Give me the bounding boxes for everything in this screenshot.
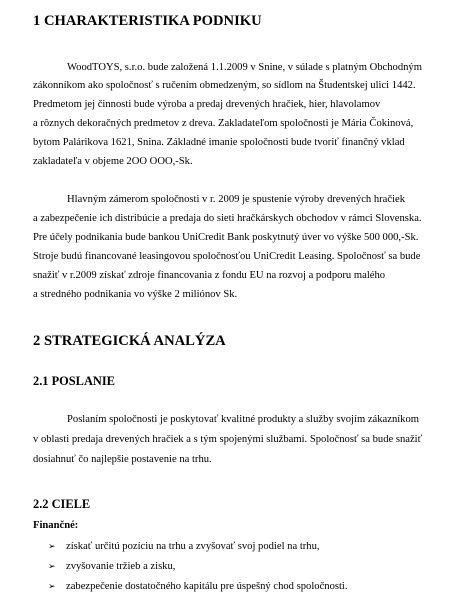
section-1-heading: 1 CHARAKTERISTIKA PODNIKU [33, 13, 262, 29]
para1-line-5: bytom Palárikova 1621, Snina. Základné imanie spoločnosti bude tvoriť finančný vklad [33, 137, 405, 148]
para1-line-1: WoodTOYS, s.r.o. bude založená 1.1.2009 v Snine, v súlade s platným Obchodným [67, 62, 422, 73]
financial-goals-label: Finančné: [33, 520, 79, 531]
para1-line-3: Predmetom jej činnosti bude výroba a predaj drevených hračiek, hier, hlavolamov [33, 99, 381, 110]
mission-line-1: Poslaním spoločnosti je poskytovať kvalitné produkty a služby svojím zákazníkom [67, 414, 420, 425]
goal-text: zvyšovanie tržieb a zisku, [66, 561, 176, 572]
goal-text: získať určitú pozíciu na trhu a zvyšovať svoj podiel na trhu, [66, 541, 320, 552]
arrow-bullet-icon: ➢ [48, 542, 56, 552]
mission-line-3: dosiahnuť čo najlepšie postavenie na trhu. [33, 454, 212, 465]
para2-line-5: snažiť v r.2009 získať zdroje financovania z fondu EU na rozvoj a podporu malého [33, 270, 386, 281]
para1-line-6: zakladateľa v objeme 2OO OOO,-Sk. [33, 156, 193, 167]
mission-line-2: v oblasti predaja drevených hračiek a s tým spojenými službami. Spoločnosť sa bude snažiť [33, 434, 423, 445]
section-2-heading: 2 STRATEGICKÁ ANALÝZA [33, 333, 226, 349]
para2-line-1: Hlavným zámerom spoločnosti v r. 2009 je spustenie výroby drevených hračiek [67, 194, 406, 205]
para2-line-2: a zabezpečenie ich distribúcie a predaja do sieti hračkárskych obchodov v rámci Slovenska. [33, 213, 422, 224]
goal-list-item [48, 560, 175, 574]
goal-list-item [48, 540, 320, 554]
para1-line-2: zákonníkom ako spoločnosť s ručením obmedzeným, so sídlom na Študentskej ulici 1442. [33, 80, 416, 91]
goal-list-item [48, 580, 348, 594]
arrow-bullet-icon: ➢ [48, 562, 56, 572]
goal-text: zabezpečenie dostatočného kapitálu pre úspešný chod spoločnosti. [66, 581, 348, 592]
section-2-1-heading: 2.1 POSLANIE [33, 374, 115, 388]
para2-line-3: Pre účely podnikania bude bankou UniCredit Bank poskytnutý úver vo výške 500 000,-Sk. [33, 232, 419, 243]
arrow-bullet-icon: ➢ [48, 582, 56, 592]
para2-line-6: a stredného podnikania vo výške 2 miliónov Sk. [33, 289, 238, 300]
section-2-2-heading: 2.2 CIELE [33, 497, 91, 511]
para1-line-4: a rôznych dekoračných predmetov z dreva. Zakladateľom spoločnosti je Mária Čokinová, [33, 118, 414, 129]
para2-line-4: Stroje budú financované leasingovou spoločnosťou UniCredit Leasing. Spoločnosť sa bude [33, 251, 421, 262]
